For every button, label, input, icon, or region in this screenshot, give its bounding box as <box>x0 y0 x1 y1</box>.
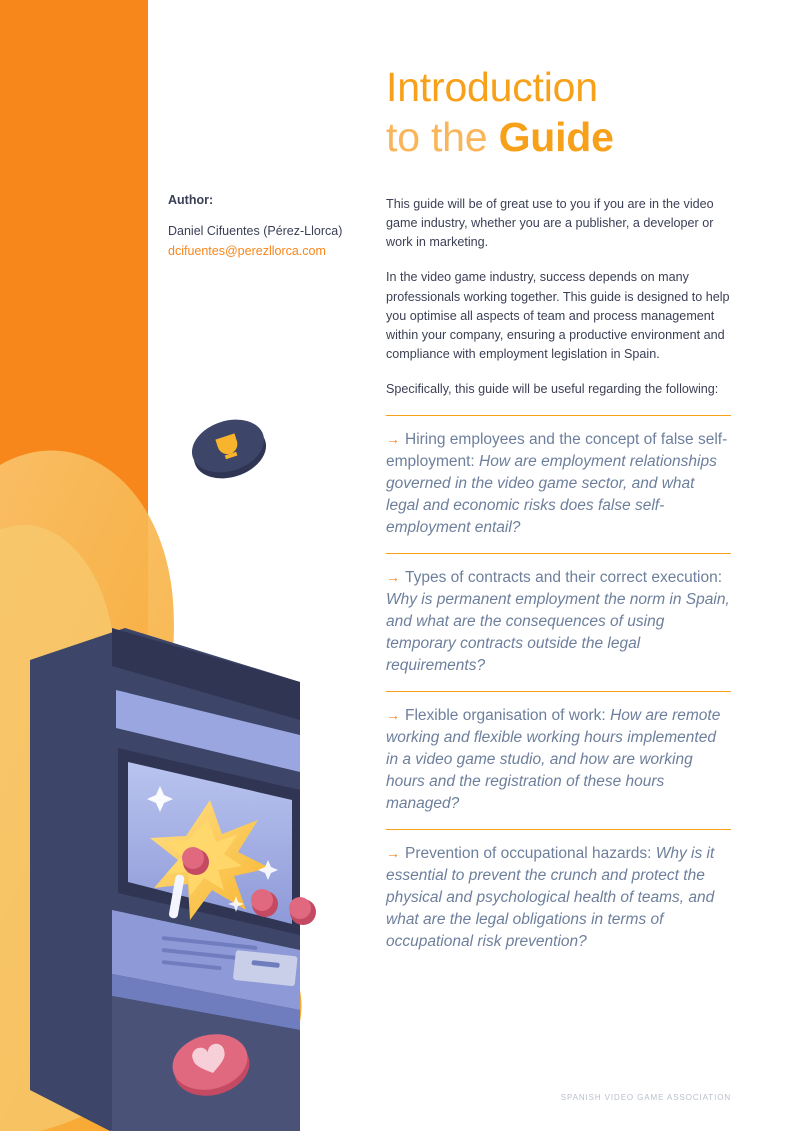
question-text <box>386 843 731 953</box>
arrow-icon: → <box>386 845 400 862</box>
question-lead: Hiring employees and the concept of false self-employment: <box>386 431 728 471</box>
main-content <box>386 0 731 967</box>
question-text <box>386 429 731 539</box>
page-title-line2 <box>386 112 731 162</box>
question-body: Why is it essential to prevent the crunch and protect the physical and psychological health of teams, and what are the legal obligations in terms of occupational risk prevention? <box>386 845 715 951</box>
question-list <box>386 415 731 967</box>
footer-association-label: SPANISH VIDEO GAME ASSOCIATION <box>560 1093 731 1102</box>
author-name: Daniel Cifuentes (Pérez-Llorca) <box>168 224 343 238</box>
author-block <box>168 193 368 258</box>
question-body: How are employment relationships governed in the video game sector, and what legal and economic risks does false self-employment entail? <box>386 453 717 537</box>
list-item <box>386 691 731 829</box>
list-item <box>386 829 731 967</box>
page-title <box>386 0 731 162</box>
question-body: Why is permanent employment the norm in Spain, and what are the consequences of using temporary contracts outside the legal requirements? <box>386 591 730 675</box>
intro-paragraph: This guide will be of great use to you if you are in the video game industry, whether you are a publisher, a developer or work in marketing. <box>386 197 714 250</box>
page-title-line1: Introduction <box>386 64 598 110</box>
question-body: How are remote working and flexible working hours implemented in a video game studio, and how are working hours and the registration of these hours managed? <box>386 707 721 813</box>
page-title-strong: Guide <box>498 114 614 161</box>
list-item <box>386 553 731 691</box>
question-lead: Types of contracts and their correct execution: <box>405 569 723 587</box>
author-label: Author: <box>168 193 214 207</box>
arrow-icon: → <box>386 707 400 724</box>
arrow-icon: → <box>386 569 400 586</box>
intro-paragraphs <box>386 162 731 399</box>
question-lead: Flexible organisation of work: <box>405 707 606 725</box>
intro-paragraph: In the video game industry, success depends on many professionals working together. This guide is designed to help you optimise all aspects of team and process management within your company, ensuring a productive environment and compliance with employment legislation in Spain. <box>386 270 730 362</box>
list-item <box>386 415 731 553</box>
question-lead: Prevention of occupational hazards: <box>405 845 652 863</box>
arrow-icon: → <box>386 431 400 448</box>
question-text <box>386 705 731 815</box>
intro-paragraph: Specifically, this guide will be useful regarding the following: <box>386 382 719 397</box>
author-email-link[interactable]: dcifuentes@perezllorca.com <box>168 244 326 258</box>
arcade-machine-illustration <box>0 390 370 1131</box>
page-title-line2-prefix: to the <box>386 114 499 161</box>
question-text <box>386 567 731 677</box>
